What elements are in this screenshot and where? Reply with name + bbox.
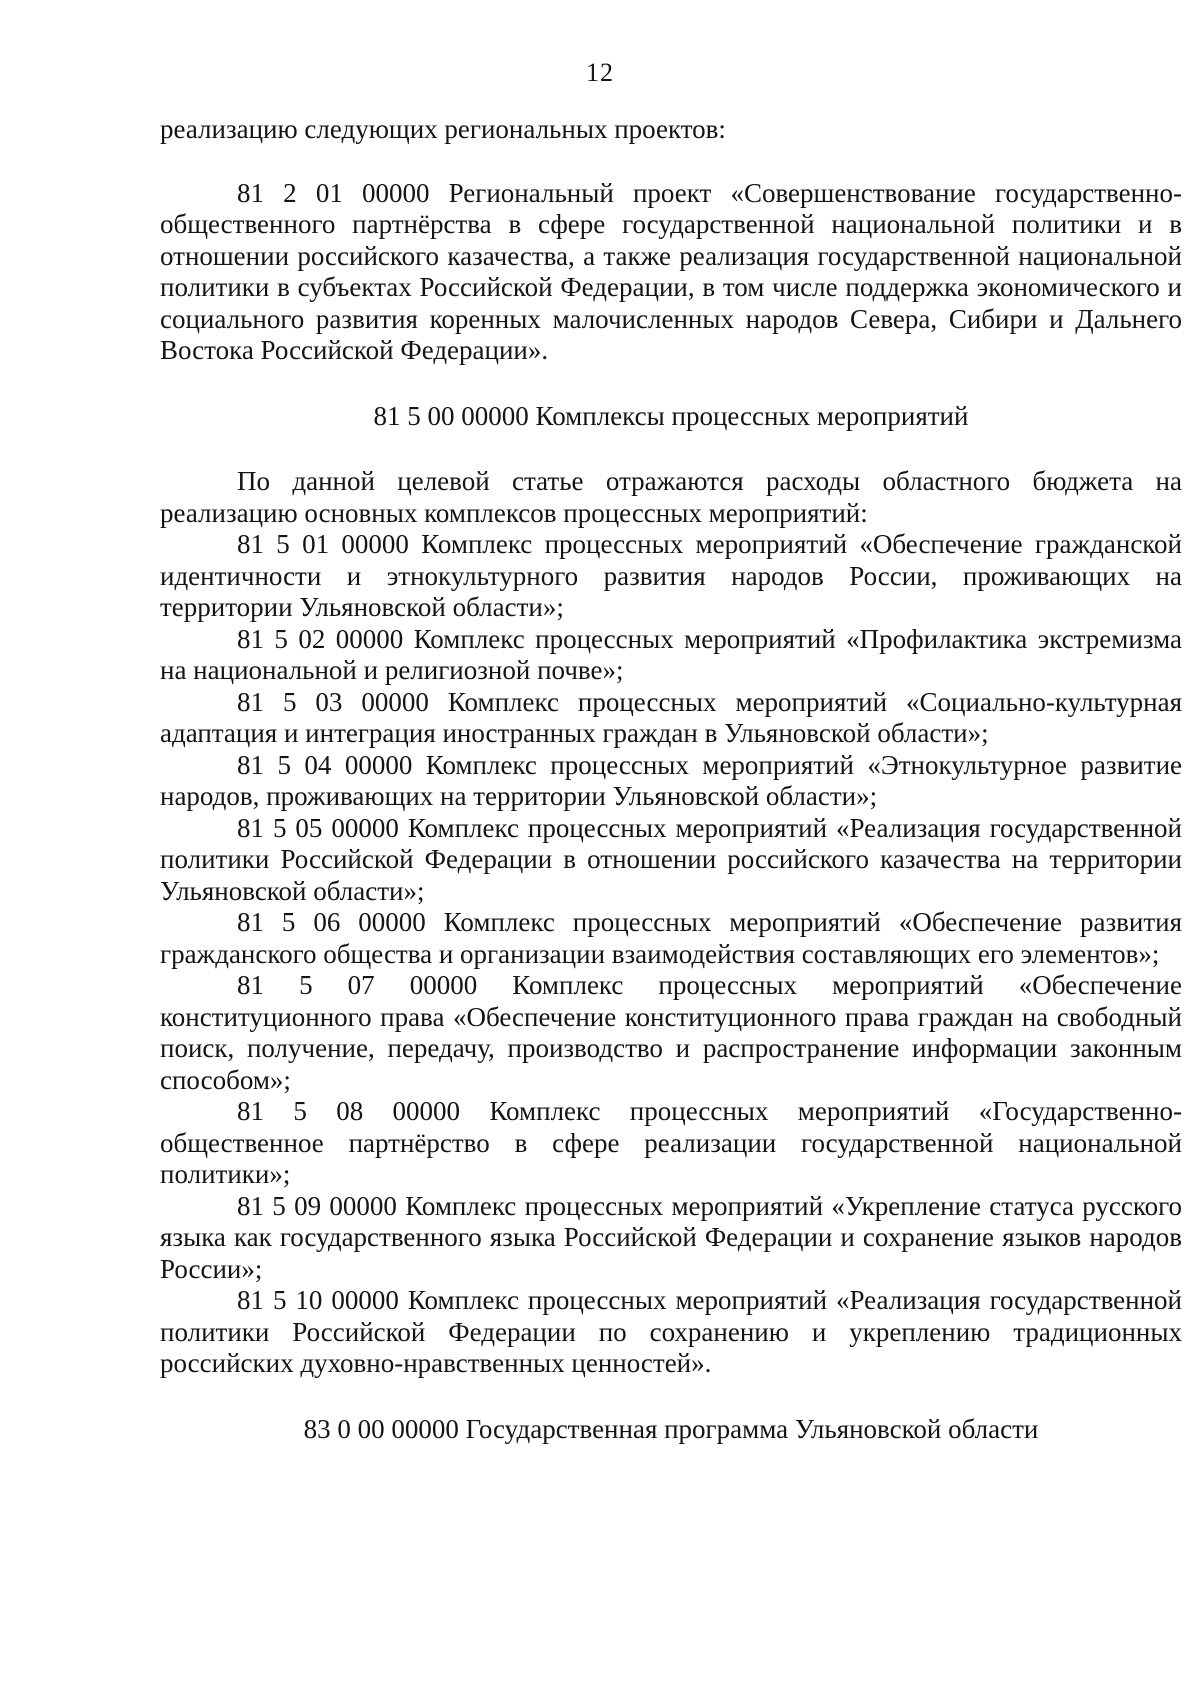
intro-line: реализацию следующих региональных проектов:: [160, 114, 726, 144]
complex-item-06: 81 5 06 00000 Комплекс процессных мероприятий «Обеспечение развития гражданского общества и организации взаимодействия составляющих его элементов»;: [160, 907, 1182, 969]
section-intro-paragraph: По данной целевой статье отражаются расходы областного бюджета на реализацию основных комплексов процессных мероприятий:: [160, 466, 1182, 528]
document-body: [160, 114, 1182, 1445]
regional-project-paragraph: 81 2 01 00000 Региональный проект «Совершенствование государственно-общественного партнёрства в сфере государственной национальной политики и в отношении российского казачества, а также реализация государственной национальной политики в субъектах Российской Федерации, в том числе поддержка экономического и социального развития коренных малочисленных народов Севера, Сибири и Дальнего Востока Российской Федерации».: [160, 177, 1182, 365]
complex-item-07: 81 5 07 00000 Комплекс процессных мероприятий «Обеспечение конституционного права «Обеспечение конституционного права граждан на свободный поиск, получение, передачу, производство и распространение информации законным способом»;: [160, 970, 1182, 1095]
complex-item-05: 81 5 05 00000 Комплекс процессных мероприятий «Реализация государственной политики Российской Федерации в отношении российского казачества на территории Ульяновской области»;: [160, 812, 1182, 906]
section-heading: 81 5 00 00000 Комплексы процессных мероприятий: [373, 400, 969, 431]
complex-item-10: 81 5 10 00000 Комплекс процессных мероприятий «Реализация государственной политики Российской Федерации по сохранению и укреплению традиционных российских духовно-нравственных ценностей».: [160, 1285, 1182, 1378]
complex-item-09: 81 5 09 00000 Комплекс процессных мероприятий «Укрепление статуса русского языка как государственного языка Российской Федерации и сохранение языков народов России»;: [160, 1190, 1182, 1284]
complex-item-02: 81 5 02 00000 Комплекс процессных мероприятий «Профилактика экстремизма на национальной и религиозной почве»;: [160, 623, 1182, 685]
page-number: 12: [586, 58, 614, 87]
complex-item-03: 81 5 03 00000 Комплекс процессных мероприятий «Социально-культурная адаптация и интеграция иностранных граждан в Ульяновской области»;: [160, 686, 1182, 748]
complex-item-08: 81 5 08 00000 Комплекс процессных мероприятий «Государственно-общественное партнёрство в сфере реализации государственной национальной политики»;: [160, 1096, 1182, 1189]
next-program-heading: 83 0 00 00000 Государственная программа Ульяновской области: [303, 1413, 1039, 1444]
complex-item-04: 81 5 04 00000 Комплекс процессных мероприятий «Этнокультурное развитие народов, проживающих на территории Ульяновской области»;: [160, 749, 1182, 811]
complex-item-01: 81 5 01 00000 Комплекс процессных мероприятий «Обеспечение гражданской идентичности и этнокультурного развития народов России, проживающих на территории Ульяновской области»;: [160, 529, 1182, 622]
